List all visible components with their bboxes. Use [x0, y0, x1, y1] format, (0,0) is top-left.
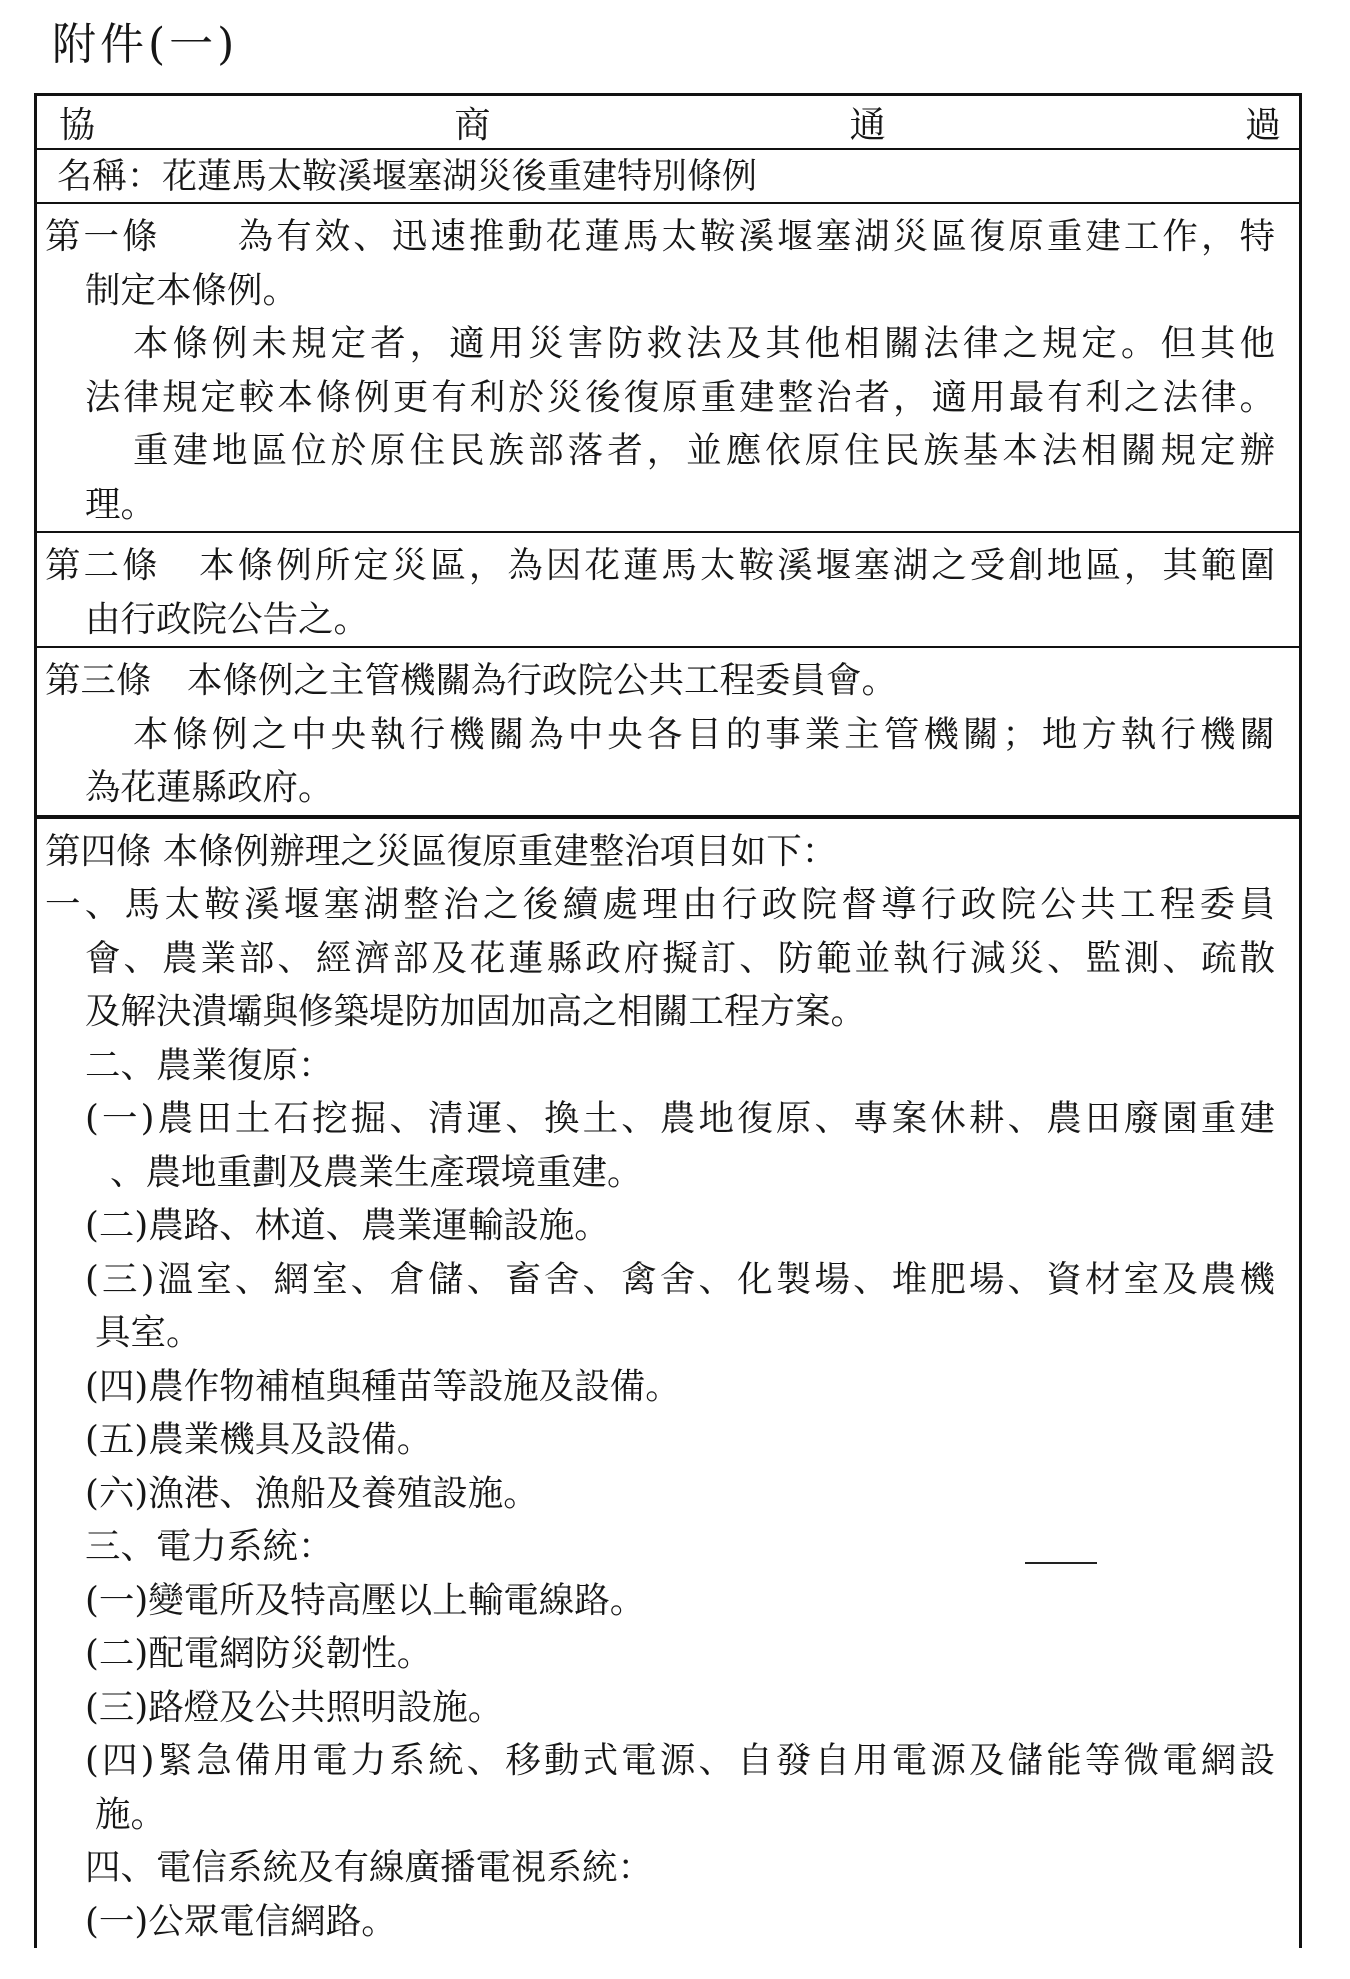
text-line: 法律規定較本條例更有利於災後復原重建整治者，適用最有利之法律。 — [85, 376, 1275, 418]
text-line: 第三條 本條例之主管機關為行政院公共工程委員會。 — [45, 660, 898, 701]
scan-mark — [1025, 1562, 1097, 1564]
text-line: (二)配電網防災韌性。 — [85, 1633, 433, 1674]
text-line: (六)漁港、漁船及養殖設施。 — [85, 1472, 539, 1514]
text-line: 及解決潰壩與修築堤防加固加高之相關工程方案。 — [85, 991, 867, 1032]
document-title: 名稱：花蓮馬太鞍溪堰塞湖災後重建特別條例 — [37, 150, 1299, 204]
status-char: 通 — [849, 104, 886, 146]
text-line: (一)變電所及特高壓以上輸電線路。 — [85, 1579, 646, 1621]
text-line: 第一條 為有效、迅速推動花蓮馬太鞍溪堰塞湖災區復原重建工作，特 — [45, 216, 1275, 257]
text-line: (四)農作物補植與種苗等設施及設備。 — [85, 1365, 681, 1407]
status-char: 過 — [1244, 104, 1281, 146]
text-line: (一)公眾電信網路。 — [85, 1900, 397, 1942]
status-char: 協 — [59, 104, 96, 146]
text-line: 具室。 — [95, 1312, 202, 1353]
text-line: (五)農業機具及設備。 — [85, 1419, 433, 1460]
text-line: (一)農田土石挖掘、清運、換土、農地復原、專案休耕、農田廢園重建 — [85, 1098, 1275, 1139]
text-line: (三)路燈及公共照明設施。 — [85, 1686, 504, 1728]
text-line: (三)溫室、網室、倉儲、畜舍、禽舍、化製場、堆肥場、資材室及農機 — [85, 1258, 1275, 1300]
text-line: 由行政院公告之。 — [85, 598, 370, 640]
article-2 — [37, 533, 1299, 648]
text-line: (二)農路、林道、農業運輸設施。 — [85, 1205, 610, 1246]
text-line: 第二條 本條例所定災區，為因花蓮馬太鞍溪堰塞湖之受創地區，其範圍 — [45, 545, 1275, 586]
attachment-label: 附件(一) — [52, 19, 239, 70]
text-line: 、農地重劃及農業生產環境重建。 — [110, 1151, 643, 1193]
text-line: 第四條 本條例辦理之災區復原重建整治項目如下： — [45, 830, 838, 872]
article-3 — [37, 648, 1299, 819]
document-table — [34, 93, 1302, 1948]
text-line: 一、馬太鞍溪堰塞湖整治之後續處理由行政院督導行政院公共工程委員 — [45, 884, 1275, 925]
text-line: 理。 — [85, 483, 157, 525]
text-line: 四、電信系統及有線廣播電視系統： — [85, 1847, 654, 1888]
text-line: 重建地區位於原住民族部落者，並應依原住民族基本法相關規定辦 — [133, 430, 1275, 471]
text-line: 本條例未規定者，適用災害防救法及其他相關法律之規定。但其他 — [133, 323, 1275, 364]
status-header — [37, 96, 1299, 150]
text-line: 為花蓮縣政府。 — [85, 767, 334, 808]
text-line: 制定本條例。 — [85, 269, 299, 311]
text-line: 施。 — [95, 1793, 167, 1835]
text-line: (四)緊急備用電力系統、移動式電源、自發自用電源及儲能等微電網設 — [85, 1740, 1275, 1781]
status-char: 商 — [454, 104, 491, 146]
text-line: 二、農業復原： — [85, 1044, 334, 1086]
text-line: 會、農業部、經濟部及花蓮縣政府擬訂、防範並執行減災、監測、疏散 — [85, 937, 1275, 979]
text-line: 本條例之中央執行機關為中央各目的事業主管機關；地方執行機關 — [133, 713, 1275, 755]
article-1 — [37, 204, 1299, 533]
text-line: 三、電力系統： — [85, 1526, 334, 1567]
article-4 — [37, 819, 1299, 1949]
